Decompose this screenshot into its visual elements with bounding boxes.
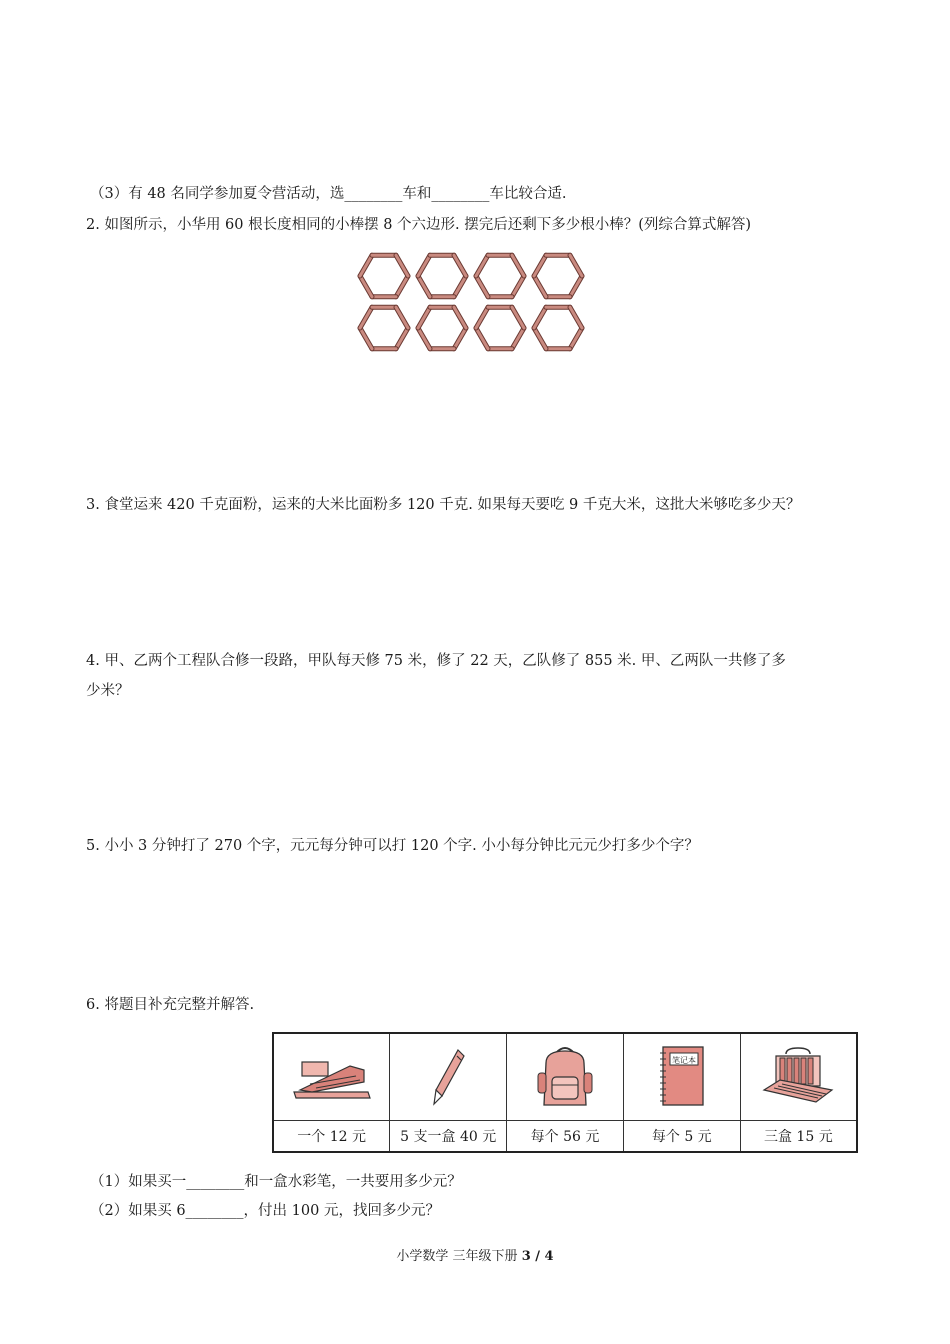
notebook-icon <box>657 1045 707 1109</box>
stick-fill <box>534 307 546 328</box>
question-1-part-3: （3）有 48 名同学参加夏令营活动，选________车和________车比较合适. <box>90 186 567 202</box>
question-2: 2. 如图所示，小华用 60 根长度相同的小棒摆 8 个六边形. 摆完后还剩下多少根小棒？(列综合算式解答) <box>86 217 752 233</box>
stick-fill <box>396 255 408 276</box>
backpack-icon <box>536 1043 594 1111</box>
stick-fill <box>418 276 430 297</box>
hexagon-3 <box>476 255 524 297</box>
stick-fill <box>360 276 372 297</box>
price-table-text-row <box>273 1121 857 1153</box>
stick-fill <box>454 328 466 349</box>
watercolor-pens-cell <box>740 1033 857 1121</box>
stick-fill <box>418 328 430 349</box>
question-4-line-1: 4. 甲、乙两个工程队合修一段路，甲队每天修 75 米，修了 22 天，乙队修了 855 米. 甲、乙两队一共修了多 <box>86 653 786 669</box>
hexagon-6 <box>418 307 466 349</box>
stick-fill <box>512 255 524 276</box>
price-watercolor-pens: 三盒 15 元 <box>740 1121 857 1153</box>
stick-fill <box>476 328 488 349</box>
price-pen: 5 支一盒 40 元 <box>390 1121 507 1153</box>
stick-fill <box>360 328 372 349</box>
stick-fill <box>476 307 488 328</box>
pen-cell <box>390 1033 507 1121</box>
stapler-cell <box>273 1033 390 1121</box>
hexagon-7 <box>476 307 524 349</box>
question-4-line-2: 少米？ <box>86 683 130 699</box>
stick-fill <box>396 307 408 328</box>
question-5: 5. 小小 3 分钟打了 270 个字，元元每分钟可以打 120 个字. 小小每分钟比元元少打多少个字？ <box>86 838 699 854</box>
hexagon-2 <box>418 255 466 297</box>
stick-fill <box>476 276 488 297</box>
stick-fill <box>454 255 466 276</box>
stick-fill <box>512 307 524 328</box>
stick-fill <box>360 255 372 276</box>
pen-icon <box>428 1046 468 1108</box>
hexagon-4 <box>534 255 582 297</box>
stick-fill <box>396 328 408 349</box>
hexagon-sticks-figure <box>356 248 588 354</box>
stick-fill <box>512 276 524 297</box>
stick-fill <box>534 328 546 349</box>
price-table <box>272 1032 858 1153</box>
stick-fill <box>512 328 524 349</box>
hexagon-8 <box>534 307 582 349</box>
stapler-icon <box>290 1052 374 1102</box>
stick-fill <box>360 307 372 328</box>
page-number: 3 / 4 <box>521 1249 554 1264</box>
stick-fill <box>396 276 408 297</box>
backpack-cell <box>507 1033 624 1121</box>
question-6-part-2: （2）如果买 6________，付出 100 元，找回多少元？ <box>90 1203 440 1219</box>
stick-fill <box>534 255 546 276</box>
footer-label: 小学数学 三年级下册 <box>396 1249 518 1264</box>
stick-fill <box>570 328 582 349</box>
price-backpack: 每个 56 元 <box>507 1121 624 1153</box>
stick-fill <box>570 255 582 276</box>
stick-fill <box>570 307 582 328</box>
notebook-label: 笔记本 <box>671 1056 696 1065</box>
price-notebook: 每个 5 元 <box>623 1121 740 1153</box>
question-6: 6. 将题目补充完整并解答. <box>86 997 255 1013</box>
stick-fill <box>534 276 546 297</box>
stick-fill <box>570 276 582 297</box>
page-footer <box>0 1248 950 1266</box>
hexagon-5 <box>360 307 408 349</box>
question-3: 3. 食堂运来 420 千克面粉，运来的大米比面粉多 120 千克. 如果每天要吃 9 千克大米，这批大米够吃多少天？ <box>86 497 801 513</box>
watercolor-pens-icon <box>760 1046 836 1108</box>
question-6-part-1: （1）如果买一________和一盒水彩笔，一共要用多少元？ <box>90 1174 462 1190</box>
stick-fill <box>418 255 430 276</box>
stick-fill <box>454 276 466 297</box>
notebook-cell <box>623 1033 740 1121</box>
stick-fill <box>454 307 466 328</box>
price-table-image-row <box>273 1033 857 1121</box>
hexagon-1 <box>360 255 408 297</box>
stick-fill <box>476 255 488 276</box>
stick-fill <box>418 307 430 328</box>
price-stapler: 一个 12 元 <box>273 1121 390 1153</box>
